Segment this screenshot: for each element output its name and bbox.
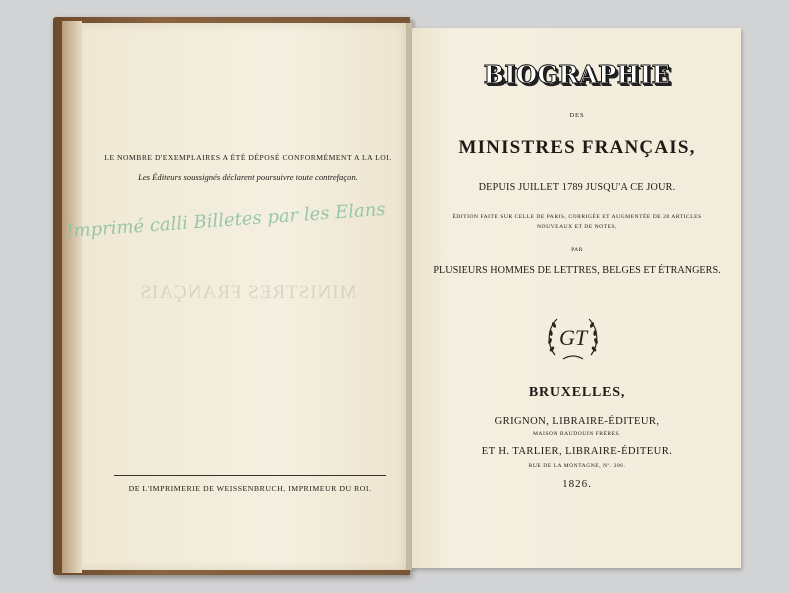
- counterfeit-notice: Les Éditeurs soussignés déclarent poursuivre toute contrefaçon.: [138, 172, 358, 182]
- par-connector: PAR: [571, 247, 583, 253]
- publisher-1: GRIGNON, LIBRAIRE-ÉDITEUR,: [494, 416, 660, 427]
- copyright-notice: LE NOMBRE D'EXEMPLAIRES A ÉTÉ DÉPOSÉ CONFORMÉMENT A LA LOI.: [104, 153, 392, 162]
- publication-city: BRUXELLES,: [528, 385, 626, 400]
- publisher-2: ET H. TARLIER, LIBRAIRE-ÉDITEUR.: [481, 446, 673, 457]
- divider-rule: [114, 475, 386, 476]
- edition-note-line1: ÉDITION FAITE SUR CELLE DE PARIS, CORRIGÉE ET AUGMENTÉE DE 28 ARTICLES: [452, 214, 702, 220]
- emblem-monogram-text: GT: [558, 325, 588, 350]
- laurel-monogram-icon: [543, 309, 603, 367]
- book-subtitle: MINISTRES FRANÇAIS,: [458, 137, 696, 158]
- publisher-1-address: MAISON BAUDOUIN FRÈRES.: [532, 431, 622, 437]
- book-title: BIOGRAPHIE: [483, 60, 671, 89]
- show-through-text: MINISTRES FRANÇAIS: [139, 282, 357, 303]
- edition-note-line2: NOUVEAUX ET DE NOTES,: [536, 223, 618, 230]
- authors-line: PLUSIEURS HOMMES DE LETTRES, BELGES ET ÉTRANGERS.: [433, 265, 721, 276]
- publisher-2-address: RUE DE LA MONTAGNE, Nº. 306.: [528, 463, 626, 469]
- edition-note: [452, 213, 701, 232]
- printer-line: DE L'IMPRIMERIE DE WEISSENBRUCH, IMPRIMEUR DU ROI.: [128, 484, 372, 493]
- title-connector: DES: [569, 112, 585, 119]
- handwritten-inscription: Imprimé calli Billetes par les Elans: [65, 198, 387, 243]
- left-page-edges: [62, 21, 82, 573]
- publication-year: 1826.: [562, 478, 592, 490]
- date-range: DEPUIS JUILLET 1789 JUSQU'A CE JOUR.: [478, 182, 676, 193]
